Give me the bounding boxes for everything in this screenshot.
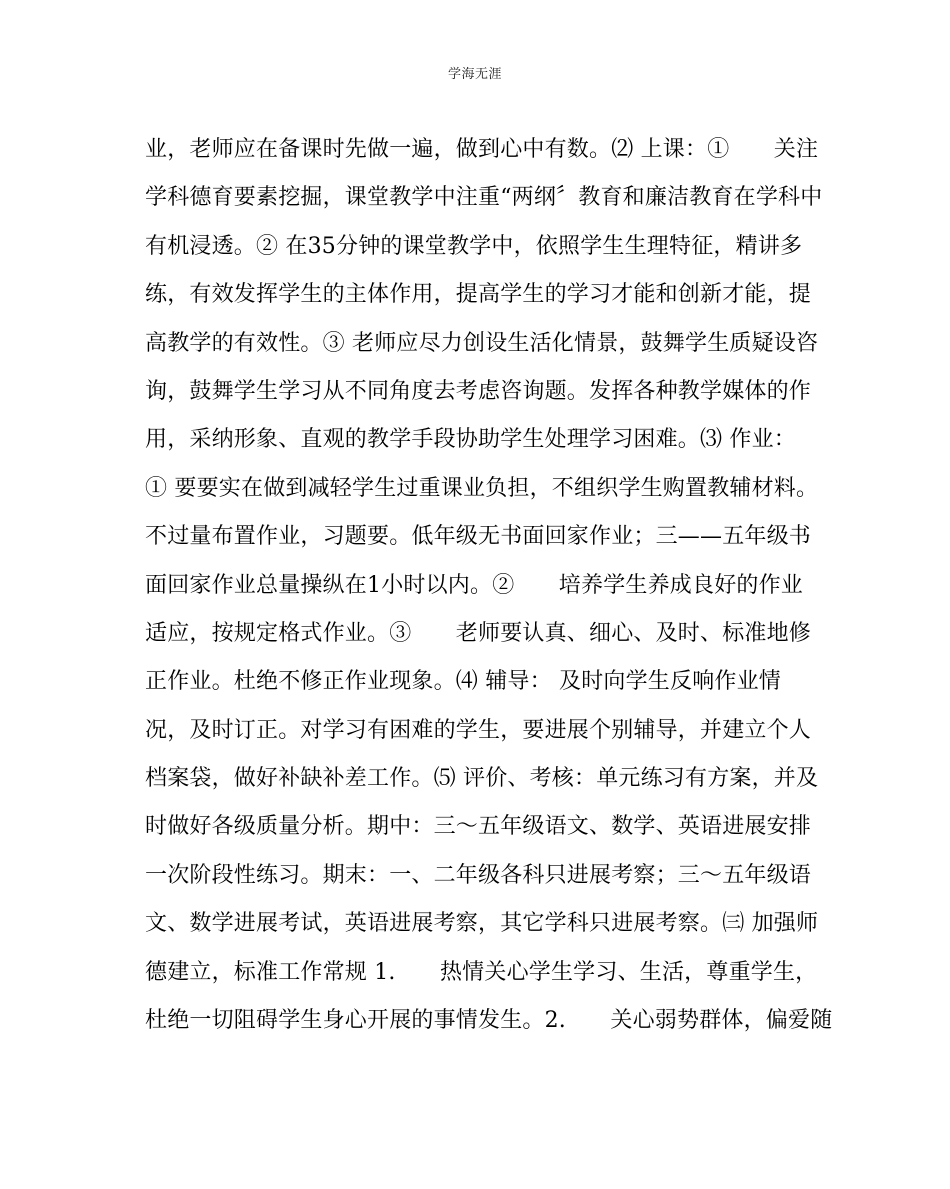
body-line: 高教学的有效性。③ 老师应尽力创设生活化情景，鼓舞学生质疑设咨 (145, 330, 819, 356)
body-line: 询，鼓舞学生学习从不同角度去考虑咨询题。发挥各种教学媒体的作 (145, 378, 812, 404)
body-line: 杜绝一切阻碍学生身心开展的事情发生。2. 关心弱势群体，偏爱随 (145, 1008, 833, 1034)
document-body (145, 126, 833, 1045)
body-line: 不过量布置作业，习题要。低年级无书面回家作业；三——五年级书 (145, 524, 812, 550)
body-line: 面回家作业总量操纵在1小时以内。② 培养学生养成良好的作业 (145, 572, 803, 598)
body-line: 一次阶段性练习。期末：一、二年级各科只进展考察；三～五年级语 (145, 862, 812, 888)
body-line: 德建立，标准工作常规 1. 热情关心学生学习、生活，尊重学生， (145, 959, 818, 985)
body-line: 档案袋，做好补缺补差工作。⑸ 评价、考核：单元练习有方案，并及 (145, 766, 819, 792)
body-line: 学科德育要素挖掘，课堂教学中注重“两纲〞教育和廉洁教育在学科中 (145, 185, 823, 211)
body-line: 正作业。杜绝不修正作业现象。⑷ 辅导： 及时向学生反响作业情 (145, 669, 781, 695)
body-line: 用，采纳形象、直观的教学手段协助学生处理学习困难。⑶ 作业： (145, 427, 796, 453)
body-line: ① 要要实在做到减轻学生过重课业负担，不组织学生购置教辅材料。 (145, 475, 819, 501)
body-line: 业，老师应在备课时先做一遍，做到心中有数。⑵ 上课：① 关注 (145, 137, 819, 162)
body-line: 况，及时订正。对学习有困难的学生，要进展个别辅导，并建立个人 (145, 717, 812, 743)
body-line: 文、数学进展考试，英语进展考察，其它学科只进展考察。㈢ 加强师 (145, 911, 819, 937)
body-line: 时做好各级质量分析。期中：三～五年级语文、数学、英语进展安排 (145, 814, 812, 840)
body-line: 练，有效发挥学生的主体作用，提高学生的学习才能和创新才能，提 (145, 282, 812, 308)
body-line: 适应，按规定格式作业。③ 老师要认真、细心、及时、标准地修 (145, 620, 812, 646)
body-line: 有机浸透。② 在35分钟的课堂教学中，依照学生生理特征，精讲多 (145, 233, 803, 259)
page-header: 学海无涯 (447, 67, 502, 82)
